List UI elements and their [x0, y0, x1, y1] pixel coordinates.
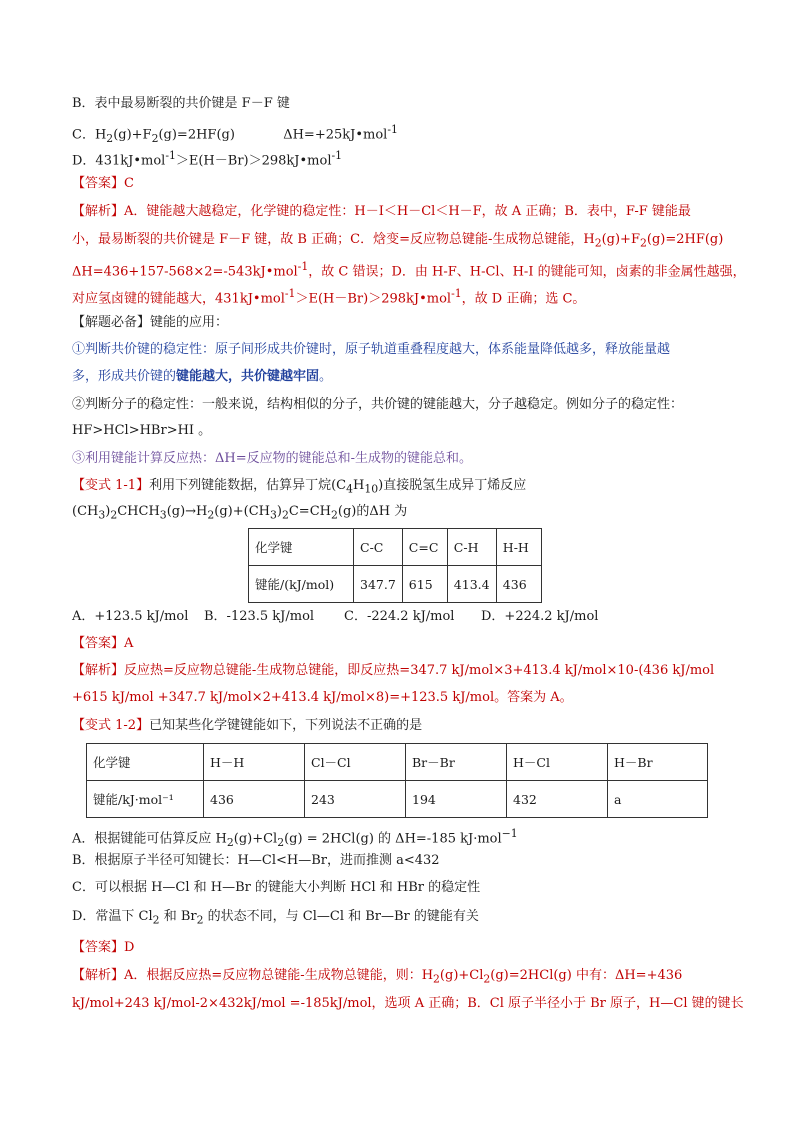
table-cell: 键能/(kJ/mol) — [249, 566, 354, 603]
explanation-1-line-2: 小，最易断裂的共价键是 F－F 键，故 B 正确；C．焓变=反应物总键能-生成物总键能，$H_2(g)+F_2(g)=2HF(g)$ — [72, 232, 724, 250]
explanation-3-line-2: kJ/mol+243 kJ/mol-2×432kJ/mol =-185kJ/mol，选项 A 正确；B．Cl 原子半径小于 Br 原子，H—Cl 键的键长 — [72, 996, 744, 1011]
option-c: C．-224.2 kJ/mol — [344, 609, 455, 624]
table-cell: H－Br — [608, 744, 708, 781]
table-row — [87, 744, 708, 781]
bond-energy-table-2 — [86, 743, 708, 818]
table-cell: Br－Br — [406, 744, 507, 781]
q2-option-c: C．可以根据 H—Cl 和 H—Br 的键能大小判断 HCl 和 HBr 的稳定性 — [72, 880, 481, 895]
must-know-point-3: ③利用键能计算反应热：ΔH=反应物的键能总和-生成物的键能总和。 — [72, 451, 473, 466]
table-cell: 413.4 — [447, 566, 496, 603]
table-cell: 化学键 — [87, 744, 204, 781]
table-cell: Cl－Cl — [305, 744, 406, 781]
explanation-2-line-1: 【解析】反应热=反应物总键能-生成物总键能，即反应热=347.7 kJ/mol×3+413.4 kJ/mol×10-(436 kJ/mol — [72, 663, 715, 678]
explanation-2-line-2: +615 kJ/mol +347.7 kJ/mol×2+413.4 kJ/mol×8)=+123.5 kJ/mol。答案为 A。 — [72, 690, 573, 705]
table-cell: C-C — [354, 529, 403, 566]
table-cell: 化学键 — [249, 529, 354, 566]
option-c: C．$H_2(g)+F_2(g)=2HF(g)$ ΔH=+25kJ•mol$^{-1}$ — [72, 123, 398, 145]
must-know-point-1-line-2: 多，形成共价键的键能越大，共价键越牢固。 — [72, 369, 333, 384]
option-d: D．431kJ•mol$^{-1}$＞E(H－Br)＞298kJ•mol$^{-1}$ — [72, 149, 343, 169]
answer-3: 【答案】D — [72, 940, 135, 955]
table-cell: a — [608, 781, 708, 818]
table-cell: H－H — [204, 744, 305, 781]
option-d: D．+224.2 kJ/mol — [481, 609, 599, 624]
answer-2: 【答案】A — [72, 636, 134, 651]
table-cell: H－Cl — [507, 744, 608, 781]
explanation-1-line-3: ΔH=436+157-568×2=-543kJ•mol$^{-1}$，故 C 错误；D．由 H-F、H-Cl、H-I 的键能可知，卤素的非金属性越强， — [72, 260, 746, 280]
variant-1-1-equation: $(CH_3)_2CHCH_3(g)\to H_2(g)+(CH_3)_2C=CH_2(g)$的ΔH 为 — [72, 504, 408, 522]
option-b: B．-123.5 kJ/mol — [204, 609, 315, 624]
table-cell: 615 — [402, 566, 447, 603]
bond-energy-table-1 — [248, 528, 542, 603]
table-cell: 347.7 — [354, 566, 403, 603]
explanation-3-line-1: 【解析】A．根据反应热=反应物总键能-生成物总键能，则：$H_2(g)+Cl_2(g)=2HCl(g)$ 中有：ΔH=+436 — [72, 968, 683, 986]
explanation-1-line-1: 【解析】A．键能越大越稳定，化学键的稳定性：H－I＜H－Cl＜H－F，故 A 正确；B．表中，F-F 键能最 — [72, 204, 691, 219]
must-know-point-1-line-1: ①判断共价键的稳定性：原子间形成共价键时，原子轨道重叠程度越大，体系能量降低越多，释放能量越 — [72, 342, 671, 357]
table-cell: 243 — [305, 781, 406, 818]
table-row — [249, 566, 542, 603]
q2-option-b: B．根据原子半径可知键长：H—Cl<H—Br，进而推测 a<432 — [72, 853, 440, 868]
table-cell: 键能/kJ·mol⁻¹ — [87, 781, 204, 818]
table-cell: H-H — [496, 529, 541, 566]
option-b: B．表中最易断裂的共价键是 F－F 键 — [72, 96, 290, 111]
table-cell: 436 — [204, 781, 305, 818]
must-know-heading: 【解题必备】键能的应用： — [72, 315, 229, 330]
option-a: A．+123.5 kJ/mol — [72, 609, 189, 624]
explanation-1-line-4: 对应氢卤键的键能越大，431kJ•mol$^{-1}$＞E(H－Br)＞298kJ•mol$^{-1}$，故 D 正确；选 C。 — [72, 287, 586, 307]
table-row — [87, 781, 708, 818]
table-row — [249, 529, 542, 566]
must-know-point-2-line-1: ②判断分子的稳定性：一般来说，结构相似的分子，共价键的键能越大，分子越稳定。例如分子的稳定性： — [72, 397, 684, 412]
table-cell: 432 — [507, 781, 608, 818]
variant-1-2-question: 【变式 1-2】已知某些化学键键能如下，下列说法不正确的是 — [72, 718, 423, 733]
must-know-point-2-line-2: HF>HCl>HBr>HI 。 — [72, 423, 212, 438]
q2-option-d: D．常温下 $Cl_2$ 和 $Br_2$ 的状态不同，与 Cl—Cl 和 Br—Br 的键能有关 — [72, 909, 479, 927]
q2-option-a: A．根据键能可估算反应 $H_2(g)+Cl_2(g) = 2HCl(g)$ 的 ΔH=-185 kJ·mol$^{-1}$ — [72, 827, 518, 849]
table-cell: C-H — [447, 529, 496, 566]
answer-1: 【答案】C — [72, 176, 134, 191]
table-cell: 436 — [496, 566, 541, 603]
variant-1-1-question: 【变式 1-1】利用下列键能数据，估算异丁烷$(C_4H_{10})$直接脱氢生成异丁烯反应 — [72, 478, 527, 496]
table-cell: C=C — [402, 529, 447, 566]
variant-1-1-options — [72, 607, 598, 627]
table-cell: 194 — [406, 781, 507, 818]
